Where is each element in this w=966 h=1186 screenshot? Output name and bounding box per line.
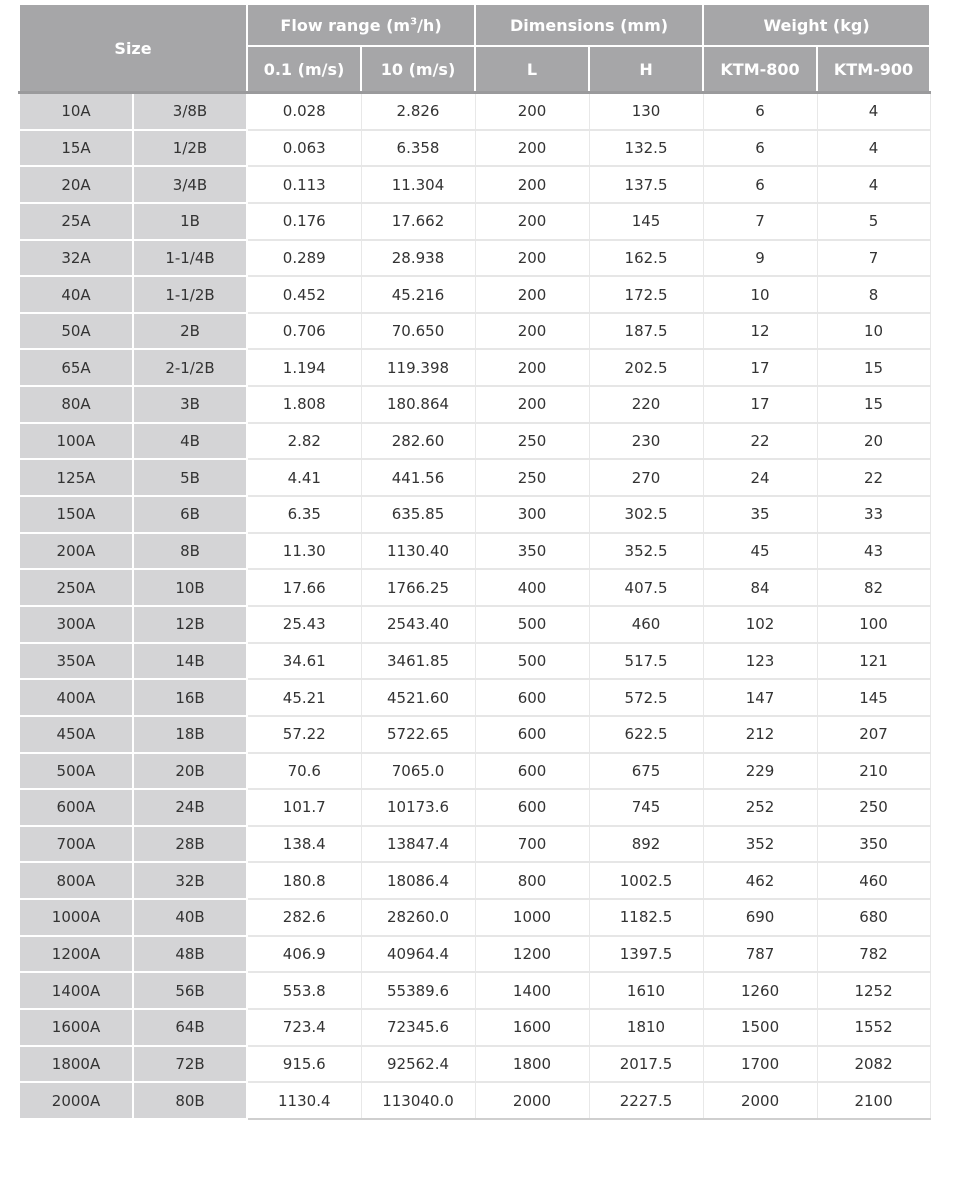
cell-size-b: 6B: [133, 496, 247, 533]
cell-size-a: 800A: [19, 862, 133, 899]
cell-flow-high: 72345.6: [361, 1009, 475, 1046]
table-row: [19, 716, 930, 753]
cell-dim-h: 517.5: [589, 643, 703, 680]
cell-weight-ktm900: 2082: [817, 1046, 930, 1083]
flow-range-superscript: 3: [410, 16, 418, 28]
cell-weight-ktm900: 33: [817, 496, 930, 533]
cell-dim-h: 622.5: [589, 716, 703, 753]
cell-flow-low: 25.43: [247, 606, 361, 643]
cell-weight-ktm800: 35: [703, 496, 817, 533]
cell-flow-high: 17.662: [361, 203, 475, 240]
cell-size-b: 18B: [133, 716, 247, 753]
cell-size-a: 1600A: [19, 1009, 133, 1046]
cell-dim-l: 200: [475, 130, 589, 167]
cell-flow-high: 3461.85: [361, 643, 475, 680]
cell-dim-l: 200: [475, 203, 589, 240]
cell-size-a: 10A: [19, 93, 133, 130]
cell-dim-h: 145: [589, 203, 703, 240]
table-row: [19, 130, 930, 167]
cell-weight-ktm800: 6: [703, 93, 817, 130]
cell-flow-high: 119.398: [361, 349, 475, 386]
cell-size-a: 50A: [19, 313, 133, 350]
cell-flow-low: 4.41: [247, 459, 361, 496]
table-row: [19, 496, 930, 533]
table-header: [19, 4, 930, 93]
table-row: [19, 166, 930, 203]
table-row: [19, 569, 930, 606]
cell-flow-high: 45.216: [361, 276, 475, 313]
cell-flow-low: 1130.4: [247, 1082, 361, 1119]
cell-dim-h: 137.5: [589, 166, 703, 203]
cell-weight-ktm900: 145: [817, 679, 930, 716]
cell-flow-low: 0.176: [247, 203, 361, 240]
cell-dim-l: 1000: [475, 899, 589, 936]
cell-flow-low: 915.6: [247, 1046, 361, 1083]
cell-weight-ktm800: 787: [703, 936, 817, 973]
cell-size-a: 1800A: [19, 1046, 133, 1083]
cell-weight-ktm800: 10: [703, 276, 817, 313]
table-row: [19, 972, 930, 1009]
cell-dim-l: 200: [475, 276, 589, 313]
table-row: [19, 643, 930, 680]
cell-dim-h: 132.5: [589, 130, 703, 167]
cell-dim-h: 892: [589, 826, 703, 863]
cell-size-b: 2-1/2B: [133, 349, 247, 386]
cell-flow-low: 2.82: [247, 423, 361, 460]
cell-weight-ktm800: 123: [703, 643, 817, 680]
cell-weight-ktm800: 84: [703, 569, 817, 606]
table-row: [19, 1082, 930, 1119]
cell-weight-ktm800: 17: [703, 349, 817, 386]
cell-weight-ktm900: 22: [817, 459, 930, 496]
cell-dim-l: 800: [475, 862, 589, 899]
cell-size-a: 1200A: [19, 936, 133, 973]
table-row: [19, 349, 930, 386]
cell-flow-high: 10173.6: [361, 789, 475, 826]
table-row: [19, 203, 930, 240]
cell-size-b: 1-1/4B: [133, 240, 247, 277]
cell-size-a: 500A: [19, 753, 133, 790]
cell-weight-ktm800: 1500: [703, 1009, 817, 1046]
cell-dim-h: 352.5: [589, 533, 703, 570]
cell-weight-ktm900: 2100: [817, 1082, 930, 1119]
cell-flow-high: 13847.4: [361, 826, 475, 863]
cell-dim-l: 250: [475, 423, 589, 460]
cell-dim-l: 250: [475, 459, 589, 496]
cell-size-b: 64B: [133, 1009, 247, 1046]
header-dim-h: H: [589, 46, 703, 93]
cell-dim-h: 302.5: [589, 496, 703, 533]
cell-weight-ktm900: 782: [817, 936, 930, 973]
cell-flow-low: 1.808: [247, 386, 361, 423]
cell-dim-l: 600: [475, 753, 589, 790]
cell-flow-high: 113040.0: [361, 1082, 475, 1119]
cell-weight-ktm900: 43: [817, 533, 930, 570]
cell-weight-ktm800: 7: [703, 203, 817, 240]
cell-size-a: 600A: [19, 789, 133, 826]
cell-size-a: 25A: [19, 203, 133, 240]
cell-flow-low: 0.028: [247, 93, 361, 130]
header-size: Size: [19, 4, 247, 93]
cell-flow-low: 6.35: [247, 496, 361, 533]
cell-flow-low: 0.452: [247, 276, 361, 313]
cell-dim-h: 572.5: [589, 679, 703, 716]
cell-size-b: 12B: [133, 606, 247, 643]
cell-dim-l: 1200: [475, 936, 589, 973]
cell-dim-l: 600: [475, 789, 589, 826]
cell-weight-ktm800: 1700: [703, 1046, 817, 1083]
cell-size-b: 80B: [133, 1082, 247, 1119]
cell-flow-low: 406.9: [247, 936, 361, 973]
cell-weight-ktm900: 10: [817, 313, 930, 350]
cell-flow-low: 0.113: [247, 166, 361, 203]
cell-size-a: 350A: [19, 643, 133, 680]
cell-size-a: 250A: [19, 569, 133, 606]
cell-weight-ktm900: 100: [817, 606, 930, 643]
table-row: [19, 1009, 930, 1046]
cell-dim-h: 130: [589, 93, 703, 130]
specification-table: [18, 3, 931, 1120]
cell-dim-l: 350: [475, 533, 589, 570]
cell-weight-ktm800: 6: [703, 130, 817, 167]
cell-size-a: 40A: [19, 276, 133, 313]
cell-size-a: 80A: [19, 386, 133, 423]
cell-size-a: 150A: [19, 496, 133, 533]
cell-flow-low: 1.194: [247, 349, 361, 386]
cell-size-a: 20A: [19, 166, 133, 203]
cell-size-b: 16B: [133, 679, 247, 716]
cell-weight-ktm900: 1252: [817, 972, 930, 1009]
cell-dim-l: 200: [475, 386, 589, 423]
cell-dim-l: 500: [475, 643, 589, 680]
cell-weight-ktm900: 4: [817, 166, 930, 203]
cell-flow-low: 70.6: [247, 753, 361, 790]
cell-size-b: 5B: [133, 459, 247, 496]
table-row: [19, 826, 930, 863]
cell-weight-ktm800: 252: [703, 789, 817, 826]
cell-dim-h: 187.5: [589, 313, 703, 350]
cell-dim-h: 172.5: [589, 276, 703, 313]
cell-size-a: 1000A: [19, 899, 133, 936]
header-dim-l: L: [475, 46, 589, 93]
cell-flow-low: 723.4: [247, 1009, 361, 1046]
cell-size-a: 450A: [19, 716, 133, 753]
cell-size-b: 3/4B: [133, 166, 247, 203]
cell-weight-ktm900: 210: [817, 753, 930, 790]
cell-size-a: 200A: [19, 533, 133, 570]
table-row: [19, 313, 930, 350]
cell-weight-ktm900: 15: [817, 349, 930, 386]
cell-dim-l: 600: [475, 716, 589, 753]
cell-weight-ktm900: 82: [817, 569, 930, 606]
table-row: [19, 533, 930, 570]
cell-size-b: 32B: [133, 862, 247, 899]
cell-dim-l: 200: [475, 240, 589, 277]
cell-dim-h: 2227.5: [589, 1082, 703, 1119]
cell-weight-ktm900: 7: [817, 240, 930, 277]
cell-flow-low: 0.063: [247, 130, 361, 167]
cell-weight-ktm800: 9: [703, 240, 817, 277]
cell-weight-ktm900: 121: [817, 643, 930, 680]
header-flow-high: 10 (m/s): [361, 46, 475, 93]
table-row: [19, 386, 930, 423]
cell-flow-high: 92562.4: [361, 1046, 475, 1083]
cell-flow-high: 28.938: [361, 240, 475, 277]
cell-size-a: 300A: [19, 606, 133, 643]
cell-weight-ktm900: 1552: [817, 1009, 930, 1046]
cell-flow-high: 180.864: [361, 386, 475, 423]
cell-size-b: 72B: [133, 1046, 247, 1083]
cell-flow-low: 0.706: [247, 313, 361, 350]
cell-weight-ktm900: 680: [817, 899, 930, 936]
cell-weight-ktm900: 250: [817, 789, 930, 826]
cell-dim-l: 200: [475, 93, 589, 130]
cell-size-a: 700A: [19, 826, 133, 863]
cell-dim-h: 407.5: [589, 569, 703, 606]
cell-size-a: 15A: [19, 130, 133, 167]
cell-size-b: 10B: [133, 569, 247, 606]
cell-dim-l: 300: [475, 496, 589, 533]
cell-weight-ktm800: 352: [703, 826, 817, 863]
table-row: [19, 240, 930, 277]
cell-flow-high: 1766.25: [361, 569, 475, 606]
cell-flow-low: 0.289: [247, 240, 361, 277]
cell-size-b: 1-1/2B: [133, 276, 247, 313]
cell-dim-h: 1182.5: [589, 899, 703, 936]
header-dimensions: Dimensions (mm): [475, 4, 703, 46]
cell-size-b: 28B: [133, 826, 247, 863]
cell-size-b: 2B: [133, 313, 247, 350]
cell-flow-high: 70.650: [361, 313, 475, 350]
table-row: [19, 459, 930, 496]
cell-weight-ktm900: 8: [817, 276, 930, 313]
cell-weight-ktm900: 460: [817, 862, 930, 899]
cell-dim-h: 460: [589, 606, 703, 643]
cell-weight-ktm800: 24: [703, 459, 817, 496]
spec-table-container: [18, 3, 929, 1120]
flow-range-suffix: /h): [417, 15, 442, 35]
cell-flow-high: 5722.65: [361, 716, 475, 753]
table-row: [19, 862, 930, 899]
cell-flow-high: 28260.0: [361, 899, 475, 936]
table-row: [19, 423, 930, 460]
cell-flow-low: 553.8: [247, 972, 361, 1009]
cell-flow-low: 282.6: [247, 899, 361, 936]
cell-flow-low: 180.8: [247, 862, 361, 899]
cell-weight-ktm900: 4: [817, 93, 930, 130]
cell-size-b: 40B: [133, 899, 247, 936]
cell-weight-ktm800: 22: [703, 423, 817, 460]
cell-weight-ktm800: 12: [703, 313, 817, 350]
cell-size-a: 1400A: [19, 972, 133, 1009]
cell-dim-h: 1397.5: [589, 936, 703, 973]
cell-flow-high: 282.60: [361, 423, 475, 460]
cell-weight-ktm800: 17: [703, 386, 817, 423]
cell-flow-high: 2543.40: [361, 606, 475, 643]
cell-flow-high: 6.358: [361, 130, 475, 167]
cell-dim-l: 600: [475, 679, 589, 716]
cell-dim-l: 200: [475, 349, 589, 386]
cell-size-b: 3B: [133, 386, 247, 423]
cell-flow-low: 57.22: [247, 716, 361, 753]
cell-flow-low: 45.21: [247, 679, 361, 716]
cell-dim-l: 200: [475, 166, 589, 203]
cell-size-b: 20B: [133, 753, 247, 790]
cell-size-a: 400A: [19, 679, 133, 716]
cell-weight-ktm900: 15: [817, 386, 930, 423]
cell-dim-l: 400: [475, 569, 589, 606]
cell-dim-l: 1800: [475, 1046, 589, 1083]
cell-flow-high: 18086.4: [361, 862, 475, 899]
cell-size-b: 14B: [133, 643, 247, 680]
cell-size-b: 48B: [133, 936, 247, 973]
table-row: [19, 789, 930, 826]
cell-size-b: 56B: [133, 972, 247, 1009]
cell-weight-ktm800: 229: [703, 753, 817, 790]
cell-weight-ktm800: 1260: [703, 972, 817, 1009]
cell-flow-low: 138.4: [247, 826, 361, 863]
header-flow-low: 0.1 (m/s): [247, 46, 361, 93]
cell-weight-ktm900: 5: [817, 203, 930, 240]
table-row: [19, 936, 930, 973]
cell-dim-h: 162.5: [589, 240, 703, 277]
cell-dim-h: 220: [589, 386, 703, 423]
cell-dim-l: 1400: [475, 972, 589, 1009]
cell-flow-high: 2.826: [361, 93, 475, 130]
cell-size-a: 125A: [19, 459, 133, 496]
cell-weight-ktm800: 45: [703, 533, 817, 570]
cell-size-a: 2000A: [19, 1082, 133, 1119]
cell-dim-h: 1610: [589, 972, 703, 1009]
cell-size-a: 100A: [19, 423, 133, 460]
cell-dim-l: 1600: [475, 1009, 589, 1046]
cell-dim-l: 200: [475, 313, 589, 350]
cell-dim-l: 500: [475, 606, 589, 643]
table-row: [19, 1046, 930, 1083]
cell-size-b: 4B: [133, 423, 247, 460]
header-weight-ktm800: KTM-800: [703, 46, 817, 93]
cell-size-b: 3/8B: [133, 93, 247, 130]
cell-flow-high: 7065.0: [361, 753, 475, 790]
cell-flow-high: 441.56: [361, 459, 475, 496]
table-row: [19, 899, 930, 936]
header-weight-ktm900: KTM-900: [817, 46, 930, 93]
cell-weight-ktm900: 207: [817, 716, 930, 753]
cell-dim-h: 1810: [589, 1009, 703, 1046]
cell-flow-low: 34.61: [247, 643, 361, 680]
table-row: [19, 679, 930, 716]
cell-weight-ktm800: 6: [703, 166, 817, 203]
cell-weight-ktm900: 4: [817, 130, 930, 167]
table-row: [19, 276, 930, 313]
cell-weight-ktm800: 102: [703, 606, 817, 643]
table-row: [19, 93, 930, 130]
table-row: [19, 753, 930, 790]
cell-flow-high: 4521.60: [361, 679, 475, 716]
header-weight: Weight (kg): [703, 4, 930, 46]
cell-weight-ktm800: 2000: [703, 1082, 817, 1119]
header-row-groups: [19, 4, 930, 46]
cell-flow-low: 101.7: [247, 789, 361, 826]
cell-dim-l: 2000: [475, 1082, 589, 1119]
cell-size-b: 8B: [133, 533, 247, 570]
cell-dim-h: 2017.5: [589, 1046, 703, 1083]
cell-weight-ktm900: 350: [817, 826, 930, 863]
cell-weight-ktm800: 147: [703, 679, 817, 716]
cell-size-a: 32A: [19, 240, 133, 277]
cell-weight-ktm800: 690: [703, 899, 817, 936]
cell-size-b: 24B: [133, 789, 247, 826]
cell-flow-high: 11.304: [361, 166, 475, 203]
cell-dim-h: 1002.5: [589, 862, 703, 899]
table-row: [19, 606, 930, 643]
cell-flow-low: 17.66: [247, 569, 361, 606]
cell-weight-ktm800: 462: [703, 862, 817, 899]
cell-dim-h: 202.5: [589, 349, 703, 386]
header-flow-range: [247, 4, 475, 46]
cell-size-b: 1/2B: [133, 130, 247, 167]
cell-flow-high: 55389.6: [361, 972, 475, 1009]
table-body: [19, 93, 930, 1119]
cell-dim-h: 675: [589, 753, 703, 790]
cell-dim-h: 270: [589, 459, 703, 496]
cell-flow-high: 40964.4: [361, 936, 475, 973]
cell-size-b: 1B: [133, 203, 247, 240]
cell-flow-high: 635.85: [361, 496, 475, 533]
cell-weight-ktm800: 212: [703, 716, 817, 753]
cell-flow-low: 11.30: [247, 533, 361, 570]
cell-dim-h: 230: [589, 423, 703, 460]
cell-dim-l: 700: [475, 826, 589, 863]
flow-range-label: Flow range (m: [280, 15, 411, 35]
cell-flow-high: 1130.40: [361, 533, 475, 570]
cell-size-a: 65A: [19, 349, 133, 386]
cell-dim-h: 745: [589, 789, 703, 826]
cell-weight-ktm900: 20: [817, 423, 930, 460]
